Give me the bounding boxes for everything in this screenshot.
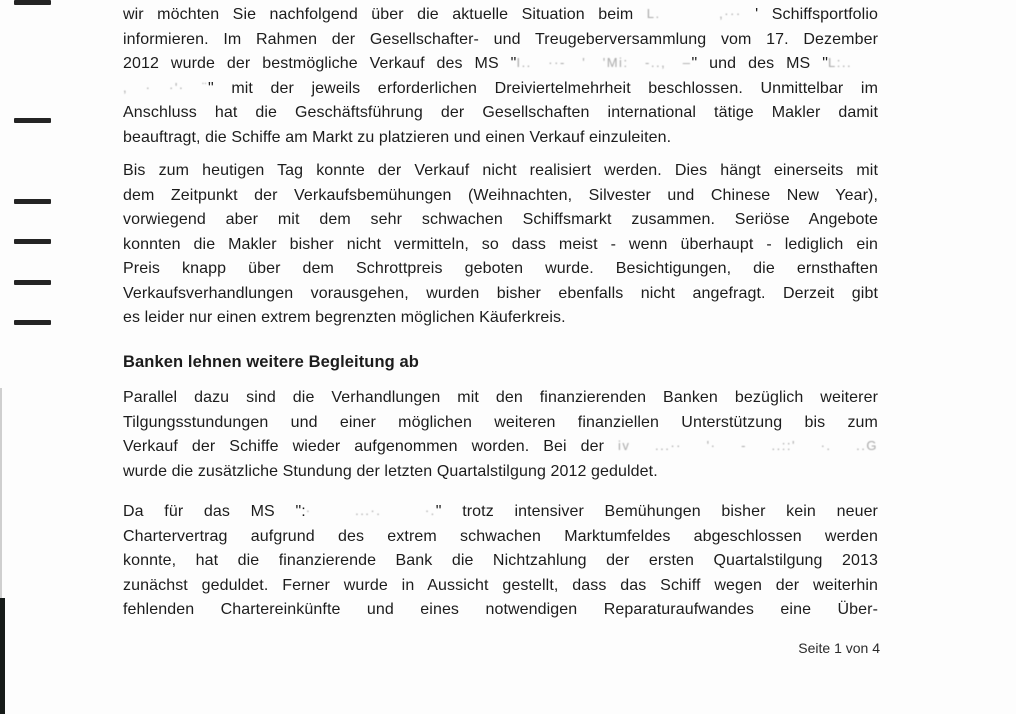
text-run: Tilgungsstundungen und einer möglichen weiteren finanziellen Unterstützung bis zum	[123, 413, 878, 431]
text-run: informieren. Im Rahmen der Gesellschafter- und Treugeberversammlung vom 17. Dezember	[123, 30, 878, 48]
text-line	[123, 257, 878, 282]
text-run: Verkaufsverhandlungen vorausgehen, wurden bisher ebenfalls nicht angefragt. Derzeit gibt	[123, 284, 878, 302]
redacted-text: I.. ··- ' 'Mi: -.., –	[516, 55, 692, 70]
text-line	[123, 101, 878, 126]
text-line	[123, 28, 878, 53]
text-run: wurde die zusätzliche Stundung der letzten Quartalstilgung 2012 geduldet.	[123, 462, 658, 480]
paragraph-3	[123, 386, 878, 484]
text-run: 2012 wurde der bestmögliche Verkauf des MS "	[123, 55, 517, 72]
text-run: " und des MS "	[691, 55, 828, 72]
text-run: Chartervertrag aufgrund des extrem schwachen Marktumfeldes abgeschlossen werden	[123, 527, 878, 545]
scan-margin-mark	[14, 239, 51, 244]
scan-margin-mark	[14, 320, 51, 325]
paragraph-2	[123, 159, 878, 331]
text-line	[123, 411, 878, 436]
text-run: Anschluss hat die Geschäftsführung der Gesellschaften international tätige Makler damit	[123, 104, 878, 121]
scan-margin-mark	[14, 0, 51, 5]
page-number: Seite 1 von 4	[798, 640, 880, 656]
text-run: Da für das MS ":	[123, 503, 306, 520]
text-run: Verkauf der Schiffe wieder aufgenommen worden. Bei der	[123, 438, 618, 455]
paragraph-1	[123, 3, 878, 150]
text-run: konnte, hat die finanzierende Bank die Nichtzahlung der ersten Quartalstilgung 2013	[123, 552, 878, 569]
text-line	[123, 233, 878, 258]
scan-edge-bar	[0, 598, 5, 714]
redacted-text: L. ,···	[646, 6, 742, 21]
text-line	[123, 574, 878, 599]
redacted-text: , · ·'· ¨	[123, 79, 208, 95]
text-run: " mit der jeweils erforderlichen Dreiviertelmehrheit beschlossen. Unmittelbar im	[208, 79, 878, 97]
text-line	[123, 435, 878, 460]
text-line	[123, 500, 878, 525]
text-line	[123, 598, 878, 623]
text-line	[123, 525, 878, 550]
text-line	[123, 306, 878, 331]
text-run: ' Schiffsportfolio	[741, 6, 878, 23]
text-run: Bis zum heutigen Tag konnte der Verkauf nicht realisiert werden. Dies hängt einerseits mit	[123, 162, 878, 179]
text-run: Preis knapp über dem Schrottpreis geboten wurde. Besichtigungen, die ernsthaften	[123, 260, 878, 277]
redacted-text: L:..	[828, 55, 853, 70]
text-line	[123, 386, 878, 411]
text-run: Parallel dazu sind die Verhandlungen mit den finanzierenden Banken bezüglich weiterer	[123, 389, 878, 406]
text-run: zunächst geduldet. Ferner wurde in Aussicht gestellt, dass das Schiff wegen der weiterhin	[123, 576, 878, 594]
scan-margin-mark	[14, 199, 51, 204]
text-run: es leider nur einen extrem begrenzten möglichen Käuferkreis.	[123, 309, 566, 326]
text-run: fehlenden Chartereinkünfte und eines notwendigen Reparaturaufwandes eine Über-	[123, 601, 878, 618]
text-run: konnten die Makler bisher nicht vermitteln, so dass meist - wenn überhaupt - lediglich ein	[123, 235, 878, 253]
text-line	[123, 52, 878, 77]
text-run: vorwiegend aber mit dem sehr schwachen Schiffsmarkt zusammen. Seriöse Angebote	[123, 211, 878, 228]
text-run: beauftragt, die Schiffe am Markt zu platzieren und einen Verkauf einzuleiten.	[123, 128, 672, 146]
text-line	[123, 460, 878, 485]
text-line	[123, 77, 878, 102]
text-line	[123, 282, 878, 307]
text-run: " trotz intensiver Bemühungen bisher kein neuer	[435, 503, 878, 520]
text-line	[123, 549, 878, 574]
paragraph-4	[123, 500, 878, 623]
text-run: Banken lehnen weitere Begleitung ab	[123, 352, 419, 371]
text-run: wir möchten Sie nachfolgend über die aktuelle Situation beim	[123, 6, 647, 23]
document-body	[123, 3, 878, 623]
scan-edge-line	[0, 388, 2, 600]
text-line	[123, 350, 878, 375]
section-heading	[123, 350, 878, 375]
text-line	[123, 126, 878, 151]
scan-margin-mark	[14, 118, 51, 123]
text-run: dem Zeitpunkt der Verkaufsbemühungen (Weihnachten, Silvester und Chinese New Year),	[123, 186, 878, 204]
redacted-text: iv ...·· '· - ..::' ·. ..G	[618, 438, 878, 453]
redacted-text: · ...·. ·.	[305, 503, 436, 518]
text-line	[123, 184, 878, 209]
text-line	[123, 3, 878, 28]
text-line	[123, 208, 878, 233]
scan-margin-mark	[14, 280, 51, 285]
text-line	[123, 159, 878, 184]
